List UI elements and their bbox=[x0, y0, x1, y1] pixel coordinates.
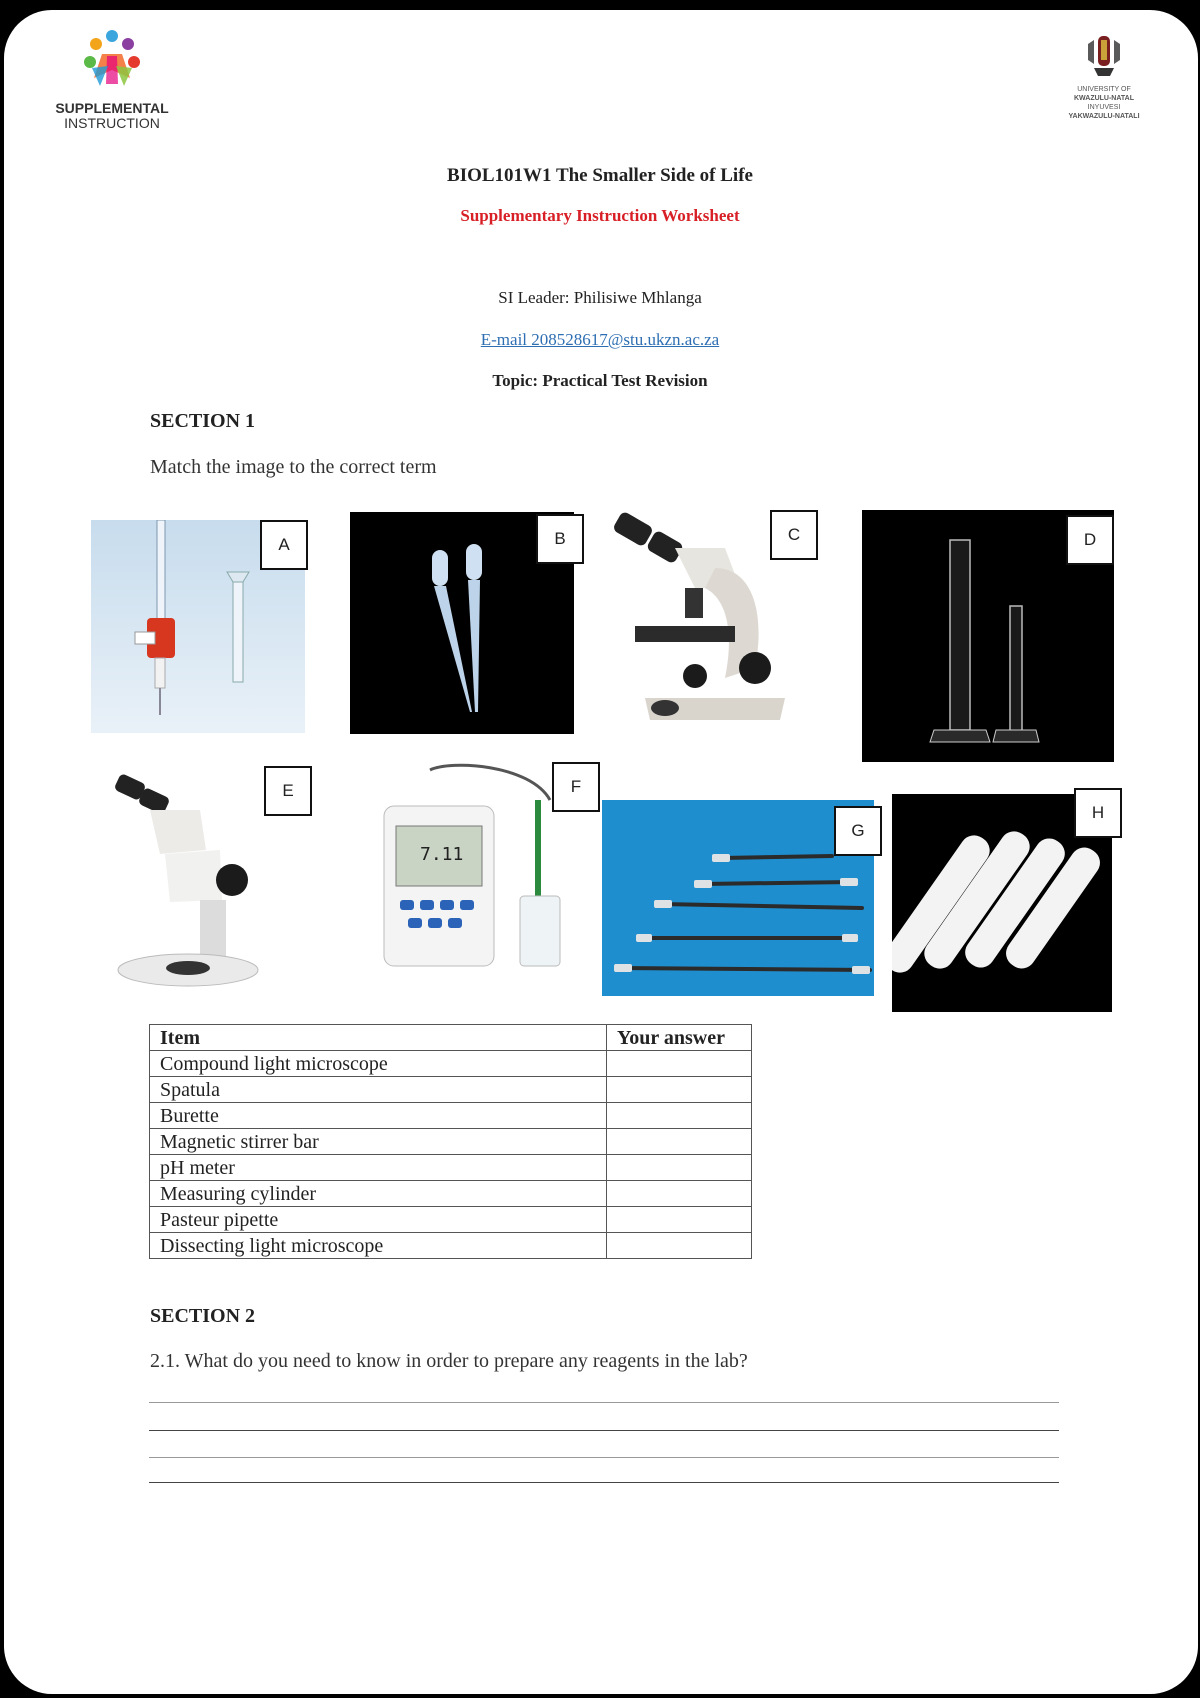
item-cell: Spatula bbox=[150, 1077, 607, 1103]
ukzn-logo bbox=[1054, 30, 1154, 130]
matching-table bbox=[149, 1024, 752, 1259]
table-row bbox=[150, 1077, 752, 1103]
worksheet-subtitle: Supplementary Instruction Worksheet bbox=[460, 206, 740, 225]
answer-cell[interactable] bbox=[607, 1051, 752, 1077]
answer-cell[interactable] bbox=[607, 1129, 752, 1155]
column-answer: Your answer bbox=[607, 1025, 752, 1051]
ukzn-line2: KWAZULU-NATAL bbox=[1073, 95, 1134, 102]
image-label-a: A bbox=[260, 520, 308, 570]
table-row bbox=[150, 1181, 752, 1207]
answer-line[interactable] bbox=[149, 1402, 1059, 1403]
image-label-e: E bbox=[264, 766, 312, 816]
item-cell: Magnetic stirrer bar bbox=[150, 1129, 607, 1155]
answer-line[interactable] bbox=[149, 1430, 1059, 1431]
si-logo-icon bbox=[52, 26, 172, 96]
topic: Topic: Practical Test Revision bbox=[492, 371, 708, 390]
table-header-row bbox=[150, 1025, 752, 1051]
answer-cell[interactable] bbox=[607, 1233, 752, 1259]
image-label-d: D bbox=[1066, 515, 1114, 565]
dissecting-microscope-image bbox=[110, 770, 270, 990]
answer-line[interactable] bbox=[149, 1482, 1059, 1483]
item-cell: Measuring cylinder bbox=[150, 1181, 607, 1207]
image-label-b: B bbox=[536, 514, 584, 564]
image-label-c: C bbox=[770, 510, 818, 560]
ukzn-line3: INYUVESI bbox=[1087, 104, 1121, 111]
answer-line[interactable] bbox=[149, 1457, 1059, 1458]
answer-cell[interactable] bbox=[607, 1077, 752, 1103]
column-item: Item bbox=[150, 1025, 607, 1051]
image-label-g: G bbox=[834, 806, 882, 856]
table-row bbox=[150, 1207, 752, 1233]
table-row bbox=[150, 1051, 752, 1077]
ph-display-reading: 7.11 bbox=[420, 844, 464, 865]
table-row bbox=[150, 1155, 752, 1181]
item-cell: Compound light microscope bbox=[150, 1051, 607, 1077]
supplemental-instruction-logo bbox=[52, 26, 172, 136]
email-link[interactable]: E-mail 208528617@stu.ukzn.ac.za bbox=[480, 330, 720, 349]
item-cell: Pasteur pipette bbox=[150, 1207, 607, 1233]
table-row bbox=[150, 1103, 752, 1129]
image-label-f: F bbox=[552, 762, 600, 812]
si-leader: SI Leader: Philisiwe Mhlanga bbox=[498, 288, 702, 307]
section2-heading: SECTION 2 bbox=[150, 1305, 256, 1327]
ukzn-line1: UNIVERSITY OF bbox=[1077, 86, 1131, 93]
section1-heading: SECTION 1 bbox=[150, 410, 256, 432]
si-logo-line1: SUPPLEMENTAL bbox=[55, 100, 169, 116]
item-cell: Dissecting light microscope bbox=[150, 1233, 607, 1259]
table-row bbox=[150, 1233, 752, 1259]
item-cell: pH meter bbox=[150, 1155, 607, 1181]
ukzn-line4: YAKWAZULU-NATALI bbox=[1068, 113, 1140, 120]
item-cell: Burette bbox=[150, 1103, 607, 1129]
answer-cell[interactable] bbox=[607, 1103, 752, 1129]
si-logo-line2: INSTRUCTION bbox=[64, 115, 160, 131]
si-logo-text bbox=[52, 101, 172, 131]
ukzn-crest-icon bbox=[1054, 30, 1154, 80]
section1-instruction: Match the image to the correct term bbox=[150, 456, 437, 478]
answer-cell[interactable] bbox=[607, 1181, 752, 1207]
ukzn-logo-text bbox=[1054, 85, 1154, 121]
course-title: BIOL101W1 The Smaller Side of Life bbox=[447, 165, 753, 186]
question-2-1: 2.1. What do you need to know in order to prepare any reagents in the lab? bbox=[150, 1350, 748, 1372]
answer-cell[interactable] bbox=[607, 1155, 752, 1181]
ph-meter-image bbox=[380, 760, 580, 982]
table-row bbox=[150, 1129, 752, 1155]
answer-cell[interactable] bbox=[607, 1207, 752, 1233]
image-label-h: H bbox=[1074, 788, 1122, 838]
